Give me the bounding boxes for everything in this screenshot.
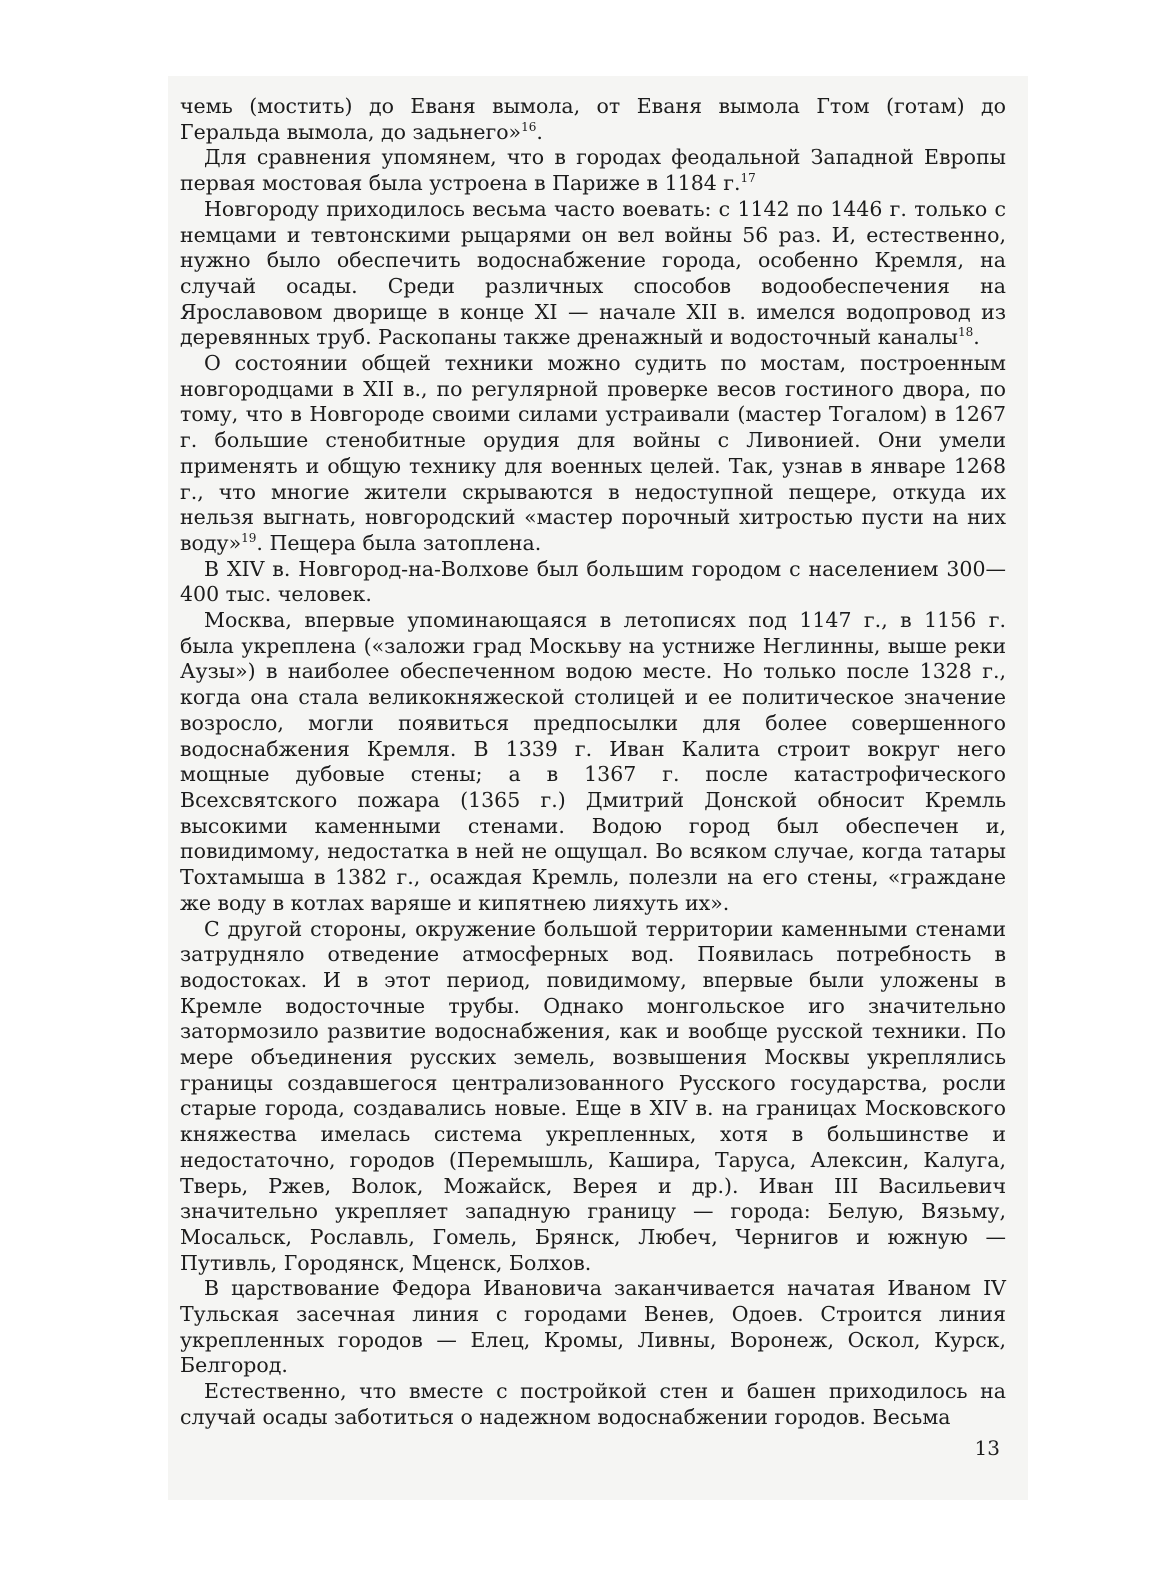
footnote-ref-16: 16: [521, 119, 537, 134]
paragraph-3: Новгороду приходилось весьма часто воевать: с 1142 по 1446 г. только с немцами и тевтонскими рыцарями он вел войны 56 раз. И, естественно, нужно было обеспечить водоснабжение города, особенно Кремля, на случай осады. Среди различных способов водообеспечения на Ярославовом дворище в конце XI — начале XII в. имелся водопровод из деревянных труб. Раскопаны также дренажный и водосточный каналы$^{18}$.: [180, 196, 1006, 350]
body-text: [180, 94, 1006, 1431]
paragraph-8: В царствование Федора Ивановича заканчивается начатая Иваном IV Тульская засечная линия с городами Венев, Одоев. Строится линия укрепленных городов — Елец, Кромы, Ливны, Воронеж, Оскол, Курск, Белгород.: [180, 1276, 1006, 1378]
paragraph-1: чемь (мостить) до Еваня вымола, от Еваня вымола Гтом (готам) до Геральда вымола, до задьнего»$^{16}$.: [180, 94, 1006, 144]
paragraph-4: О состоянии общей техники можно судить по мостам, построенным новгородцами в XII в., по регулярной проверке весов гостиного двора, по тому, что в Новгороде своими силами устраивали (мастер Тогалом) в 1267 г. большие стенобитные орудия для войны с Ливонией. Они умели применять и общую технику для военных целей. Так, узнав в январе 1268 г., что многие жители скрываются в недоступной пещере, откуда их нельзя выгнать, новгородский «мастер порочный хитростью пусти на них воду»$^{19}$. Пещера была затоплена.: [180, 351, 1006, 555]
paragraph-6: Москва, впервые упоминающаяся в летописях под 1147 г., в 1156 г. была укреплена («заложи град Москьву на устниже Неглинны, выше реки Аузы») в наиболее обеспеченном водою месте. Но только после 1328 г., когда она стала великокняжеской столицей и ее политическое значение возросло, могли появиться предпосылки для более совершенного водоснабжения Кремля. В 1339 г. Иван Калита строит вокруг него мощные дубовые стены; а в 1367 г. после катастрофического Всехсвятского пожара (1365 г.) Дмитрий Донской обносит Кремль высокими каменными стенами. Водою город был обеспечен и, повидимому, недостатка в ней не ощущал. Во всяком случае, когда татары Тохтамыша в 1382 г., осаждая Кремль, полезли на его стены, «граждане же воду в котлах варяше и кипятнею лияхуть их».: [180, 608, 1006, 915]
footnote-ref-18: 18: [957, 325, 974, 340]
footnote-ref-19: 19: [241, 531, 257, 546]
paragraph-5: В XIV в. Новгород-на-Волхове был большим городом с населением 300—400 тыс. человек.: [180, 556, 1006, 607]
page-number: 13: [974, 1436, 1000, 1460]
paragraph-9: Естественно, что вместе с постройкой стен и башен приходилось на случай осады заботиться о надежном водоснабжении городов. Весьма: [180, 1379, 1006, 1429]
paragraph-7: С другой стороны, окружение большой территории каменными стенами затрудняло отведение атмосферных вод. Появилась потребность в водостоках. И в этот период, повидимому, впервые были уложены в Кремле водосточные трубы. Однако монгольское иго значительно затормозило развитие водоснабжения, как и вообще русской техники. По мере объединения русских земель, возвышения Москвы укреплялись границы создавшегося централизованного Русского государства, росли старые города, создавались новые. Еще в XIV в. на границах Московского княжества имелась система укрепленных, хотя в большинстве и недостаточно, городов (Перемышль, Кашира, Таруса, Алексин, Калуга, Тверь, Ржев, Волок, Можайск, Верея и др.). Иван III Васильевич значительно укрепляет западную границу — города: Белую, Вязьму, Мосальск, Рославль, Гомель, Брянск, Любеч, Чернигов и южную — Путивль, Городянск, Мценск, Болхов.: [180, 916, 1006, 1275]
paragraph-2: Для сравнения упомянем, что в городах феодальной Западной Европы первая мостовая была устроена в Париже в 1184 г.$^{17}$: [180, 145, 1006, 196]
footnote-ref-17: 17: [740, 171, 756, 186]
